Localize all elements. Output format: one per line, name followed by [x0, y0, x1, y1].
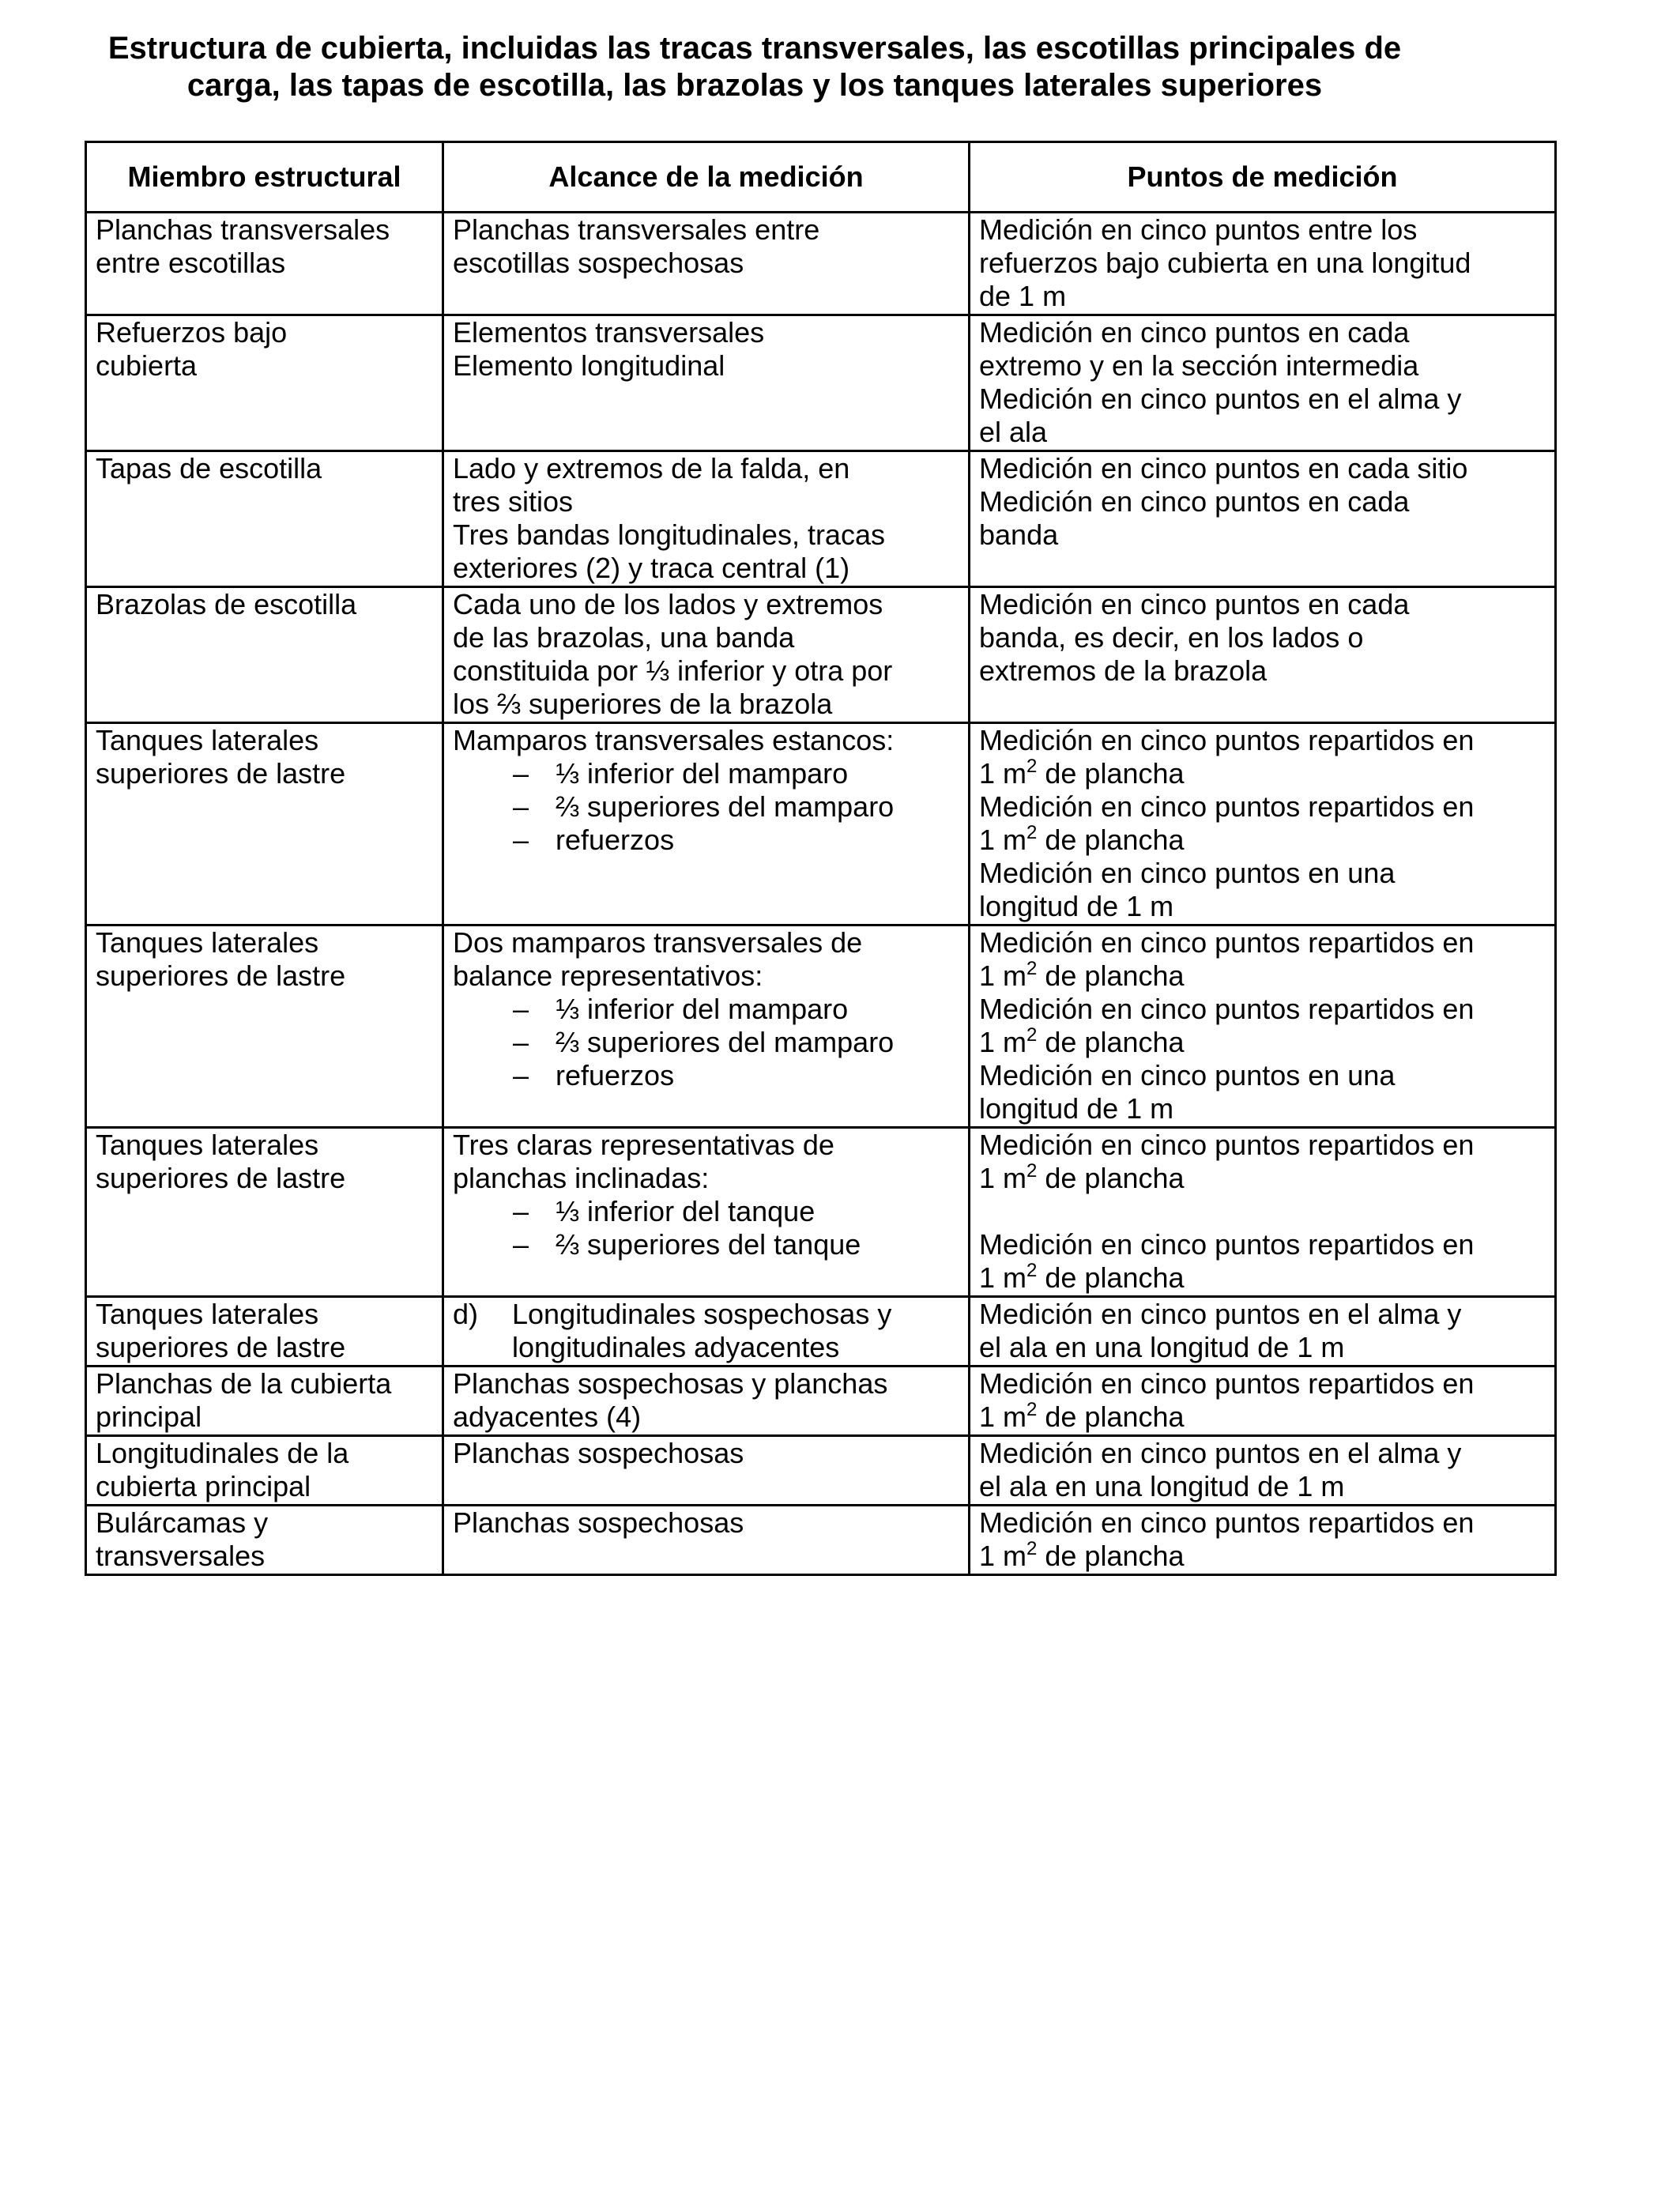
cell-text-line [979, 959, 1546, 993]
cell-structural-member [86, 925, 443, 1128]
cell-structural-member [86, 1297, 443, 1367]
table-row [86, 925, 1556, 1128]
cell-text-line: Planchas de la cubierta [96, 1367, 392, 1400]
cell-text-line: el ala en una longitud de 1 m [979, 1470, 1345, 1502]
cell-text-line: extremos de la brazola [979, 654, 1268, 687]
cell-measurement-points [970, 1128, 1556, 1297]
cell-text-line: cubierta [96, 349, 198, 382]
cell-measurement-scope [443, 1297, 970, 1367]
unit-superscript: 2 [1026, 756, 1038, 777]
cell-text-line: Elementos transversales [453, 316, 765, 349]
cell-text-line [979, 1026, 1546, 1059]
cell-text-line: Medición en cinco puntos repartidos en [979, 1129, 1475, 1161]
unit-superscript: 2 [1026, 1399, 1038, 1420]
cell-text-line: longitud de 1 m [979, 890, 1174, 922]
cell-text-line: Tanques laterales [96, 1298, 319, 1330]
cell-text-line [979, 1162, 1546, 1195]
cell-structural-member [86, 1367, 443, 1436]
bullet-item: – ⅓ inferior del mamparo [453, 757, 960, 790]
cell-text-line: adyacentes (4) [453, 1400, 642, 1433]
table-row [86, 1297, 1556, 1367]
cell-text-line: Planchas sospechosas [453, 1437, 744, 1469]
table-row [86, 1436, 1556, 1506]
cell-text-line: cubierta principal [96, 1470, 311, 1502]
unit-suffix-text: de plancha [1037, 1162, 1185, 1194]
cell-text-line: Medición en cinco puntos en una [979, 1059, 1396, 1091]
unit-superscript: 2 [1026, 822, 1038, 843]
cell-measurement-points [970, 925, 1556, 1128]
cell-text-line: superiores de lastre [96, 757, 346, 790]
cell-text-line: escotillas sospechosas [453, 247, 744, 279]
cell-text-line: balance representativos: [453, 959, 763, 992]
cell-measurement-scope [443, 451, 970, 587]
table-row [86, 1367, 1556, 1436]
cell-text-line: Tapas de escotilla [96, 452, 322, 484]
cell-text-line: Longitudinales de la [96, 1437, 349, 1469]
cell-text-line: Medición en cinco puntos repartidos en [979, 1506, 1475, 1539]
cell-measurement-scope [443, 1367, 970, 1436]
cell-structural-member [86, 1436, 443, 1506]
cell-text-line [979, 757, 1546, 790]
cell-structural-member [86, 315, 443, 451]
cell-text-line [453, 1331, 960, 1364]
unit-suffix-text: de plancha [1037, 757, 1185, 790]
list-item-text: longitudinales adyacentes [512, 1331, 840, 1363]
cell-structural-member [86, 451, 443, 587]
cell-measurement-scope [443, 587, 970, 723]
cell-measurement-scope [443, 723, 970, 925]
bullet-item: – ⅓ inferior del mamparo [453, 993, 960, 1026]
cell-text-line [453, 1298, 960, 1331]
measurement-table [85, 141, 1557, 1576]
bullet-item: – ⅔ superiores del tanque [453, 1228, 960, 1261]
cell-text-line: de 1 m [979, 280, 1067, 312]
cell-measurement-scope [443, 1436, 970, 1506]
unit-suffix-text: de plancha [1037, 1540, 1185, 1572]
cell-text-line: Elemento longitudinal [453, 349, 725, 382]
cell-text-line: los ⅔ superiores de la brazola [453, 688, 833, 720]
cell-text-line [979, 824, 1546, 857]
cell-text-line: tres sitios [453, 485, 574, 518]
cell-structural-member [86, 1506, 443, 1575]
cell-text-line: exteriores (2) y traca central (1) [453, 552, 850, 584]
cell-text-line: el ala [979, 416, 1048, 448]
cell-text-line: extremo y en la sección intermedia [979, 349, 1419, 382]
cell-structural-member [86, 213, 443, 315]
cell-measurement-points [970, 723, 1556, 925]
cell-text-line: el ala en una longitud de 1 m [979, 1331, 1345, 1363]
page-title [47, 30, 1462, 104]
unit-superscript: 2 [1026, 1160, 1038, 1182]
cell-text-line: Medición en cinco puntos en el alma y [979, 1298, 1462, 1330]
cell-text-line: superiores de lastre [96, 1331, 346, 1363]
cell-text-line: Medición en cinco puntos en el alma y [979, 383, 1462, 415]
cell-text-line: longitud de 1 m [979, 1092, 1174, 1125]
bullet-item: – ⅔ superiores del mamparo [453, 790, 960, 824]
cell-text-line: Planchas sospechosas y planchas [453, 1367, 888, 1400]
cell-text-line [979, 1540, 1546, 1573]
page-title-line-1: Estructura de cubierta, incluidas las tracas transversales, las escotillas principales de [107, 31, 1402, 66]
cell-text-line: de las brazolas, una banda [453, 621, 795, 654]
cell-text-line: Medición en cinco puntos en una [979, 857, 1396, 889]
unit-superscript: 2 [1026, 1260, 1038, 1281]
cell-text-line: Cada uno de los lados y extremos [453, 588, 883, 620]
cell-text-line: Medición en cinco puntos repartidos en [979, 1228, 1475, 1261]
cell-measurement-points [970, 587, 1556, 723]
cell-text-line: banda, es decir, en los lados o [979, 621, 1364, 654]
cell-text-line: transversales [96, 1540, 266, 1572]
cell-text-line: Tanques laterales [96, 1129, 319, 1161]
cell-structural-member [86, 723, 443, 925]
table-row [86, 1506, 1556, 1575]
cell-text-line: Tres bandas longitudinales, tracas [453, 518, 885, 551]
cell-text-line: Tres claras representativas de [453, 1129, 834, 1161]
cell-text-line: Dos mamparos transversales de [453, 926, 863, 959]
cell-text-line: principal [96, 1400, 202, 1433]
unit-text: 1 m [979, 1162, 1027, 1194]
cell-measurement-scope [443, 925, 970, 1128]
cell-text-line: Medición en cinco puntos repartidos en [979, 926, 1475, 959]
unit-text: 1 m [979, 1026, 1027, 1058]
cell-text-line [979, 1261, 1546, 1295]
cell-text-line: Medición en cinco puntos en el alma y [979, 1437, 1462, 1469]
unit-text: 1 m [979, 1540, 1027, 1572]
list-item-text: Longitudinales sospechosas y [512, 1298, 892, 1330]
cell-text-line: Bulárcamas y [96, 1506, 269, 1539]
cell-text-line [979, 1195, 1546, 1228]
cell-text-line: Tanques laterales [96, 724, 319, 756]
unit-text: 1 m [979, 959, 1027, 992]
cell-measurement-points [970, 1297, 1556, 1367]
table-row [86, 587, 1556, 723]
cell-text-line: superiores de lastre [96, 1162, 346, 1194]
cell-measurement-points [970, 213, 1556, 315]
cell-measurement-points [970, 1436, 1556, 1506]
cell-measurement-points [970, 451, 1556, 587]
cell-text-line: planchas inclinadas: [453, 1162, 710, 1194]
unit-suffix-text: de plancha [1037, 824, 1185, 856]
cell-text-line: Medición en cinco puntos en cada [979, 485, 1410, 518]
cell-text-line: Medición en cinco puntos repartidos en [979, 1367, 1475, 1400]
cell-text-line: Planchas sospechosas [453, 1506, 744, 1539]
cell-text-line: Medición en cinco puntos repartidos en [979, 993, 1475, 1025]
unit-suffix-text: de plancha [1037, 1261, 1185, 1294]
column-header-measurement-scope: Alcance de la medición [443, 142, 970, 213]
cell-text-line: Mamparos transversales estancos: [453, 724, 895, 756]
cell-measurement-points [970, 315, 1556, 451]
cell-text-line: refuerzos bajo cubierta en una longitud [979, 247, 1471, 279]
cell-text-line: banda [979, 518, 1059, 551]
cell-text-line: Brazolas de escotilla [96, 588, 357, 620]
unit-text: 1 m [979, 1400, 1027, 1433]
cell-structural-member [86, 587, 443, 723]
table-row [86, 213, 1556, 315]
page-title-line-2: carga, las tapas de escotilla, las brazolas y los tanques laterales superiores [186, 68, 1323, 103]
bullet-item: – ⅓ inferior del tanque [453, 1195, 960, 1228]
cell-measurement-points [970, 1367, 1556, 1436]
cell-text-line: Tanques laterales [96, 926, 319, 959]
unit-text: 1 m [979, 757, 1027, 790]
table-row [86, 1128, 1556, 1297]
table-body [86, 213, 1556, 1575]
table-header [86, 142, 1556, 213]
cell-text-line: entre escotillas [96, 247, 286, 279]
table-row [86, 451, 1556, 587]
cell-text-line: constituida por ⅓ inferior y otra por [453, 654, 893, 687]
cell-text-line: Medición en cinco puntos repartidos en [979, 790, 1475, 823]
cell-measurement-scope [443, 315, 970, 451]
unit-suffix-text: de plancha [1037, 959, 1185, 992]
table-row [86, 723, 1556, 925]
cell-text-line: Planchas transversales entre [453, 213, 820, 246]
cell-measurement-scope [443, 1506, 970, 1575]
unit-suffix-text: de plancha [1037, 1026, 1185, 1058]
cell-text-line: Medición en cinco puntos en cada sitio [979, 452, 1468, 484]
bullet-item: – ⅔ superiores del mamparo [453, 1026, 960, 1059]
cell-text-line: Medición en cinco puntos en cada [979, 316, 1410, 349]
cell-text-line: superiores de lastre [96, 959, 346, 992]
cell-text-line: Refuerzos bajo [96, 316, 288, 349]
cell-text-line [979, 1400, 1546, 1434]
unit-superscript: 2 [1026, 958, 1038, 979]
table-row [86, 315, 1556, 451]
column-header-measurement-points: Puntos de medición [970, 142, 1556, 213]
column-header-structural-member: Miembro estructural [86, 142, 443, 213]
cell-measurement-scope [443, 213, 970, 315]
list-label: d) [453, 1298, 479, 1330]
unit-superscript: 2 [1026, 1538, 1038, 1559]
cell-text-line: Medición en cinco puntos entre los [979, 213, 1418, 246]
cell-text-line: Lado y extremos de la falda, en [453, 452, 850, 484]
bullet-item: – refuerzos [453, 824, 960, 857]
unit-superscript: 2 [1026, 1024, 1038, 1046]
cell-measurement-points [970, 1506, 1556, 1575]
cell-text-line: Planchas transversales [96, 213, 390, 246]
bullet-item: – refuerzos [453, 1059, 960, 1092]
cell-text-line: Medición en cinco puntos repartidos en [979, 724, 1475, 756]
cell-structural-member [86, 1128, 443, 1297]
unit-text: 1 m [979, 824, 1027, 856]
table-header-row [86, 142, 1556, 213]
cell-text-line: Medición en cinco puntos en cada [979, 588, 1410, 620]
unit-suffix-text: de plancha [1037, 1400, 1185, 1433]
cell-measurement-scope [443, 1128, 970, 1297]
unit-text: 1 m [979, 1261, 1027, 1294]
